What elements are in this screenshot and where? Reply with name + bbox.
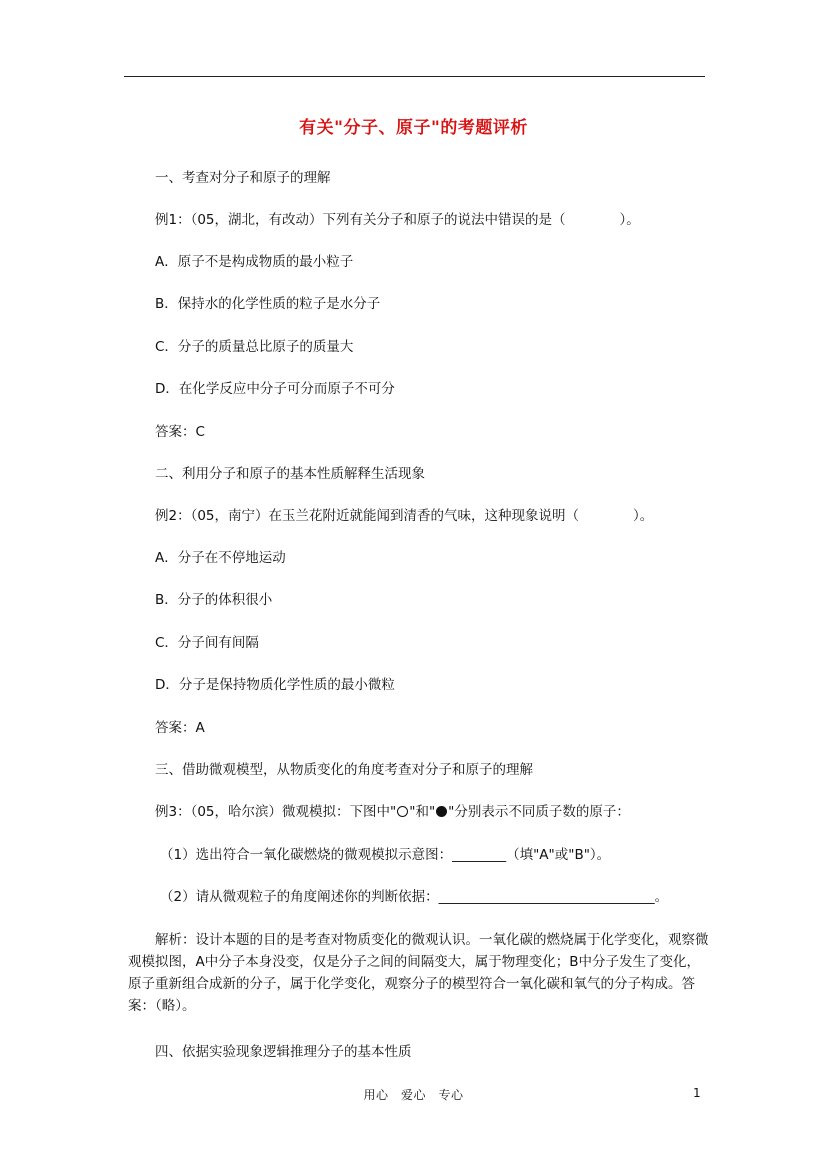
example-1-option-c: C．分子的质量总比原子的质量大 <box>155 339 354 355</box>
section-2-heading: 二、利用分子和原子的基本性质解释生活现象 <box>155 466 425 482</box>
filled-circle-icon <box>436 806 447 817</box>
example-2-option-d: D．分子是保持物质化学性质的最小微粒 <box>155 677 395 693</box>
example-1-option-d: D．在化学反应中分子可分而原子不可分 <box>155 381 395 397</box>
open-circle-icon <box>397 806 408 817</box>
example-2-option-a: A．分子在不停地运动 <box>155 550 286 566</box>
example-3-text-end: "分别表示不同质子数的原子： <box>448 804 630 820</box>
analysis-paragraph: 解析：设计本题的目的是考查对物质变化的微观认识。一氧化碳的燃烧属于化学变化，观察微观模拟图，A中分子本身没变，仅是分子之间的间隔变大，属于物理变化；B中分子发生了变化，原子重新组合成新的分子，属于化学变化，观察分子的模型符合一氧化碳和氧气的分子构成。答案：（略）。 <box>128 932 709 1014</box>
example-1-option-b: B．保持水的化学性质的粒子是水分子 <box>155 296 381 312</box>
example-1-question: 例1：（05，湖北，有改动）下列有关分子和原子的说法中错误的是（ ）。 <box>155 212 640 228</box>
example-2-question: 例2：（05，南宁）在玉兰花附近就能闻到清香的气味，这种现象说明（ ）。 <box>155 508 654 524</box>
example-3-question <box>155 804 630 820</box>
header-rule <box>124 76 705 77</box>
section-4-heading: 四、依据实验现象逻辑推理分子的基本性质 <box>155 1044 412 1060</box>
footer-motto: 用心 爱心 专心 <box>363 1088 464 1102</box>
section-1-heading: 一、考查对分子和原子的理解 <box>155 170 331 186</box>
example-1-option-a: A．原子不是构成物质的最小粒子 <box>155 254 354 270</box>
section-3-heading: 三、借助微观模型，从物质变化的角度考查对分子和原子的理解 <box>155 762 533 778</box>
example-3-text-middle: "和" <box>409 804 436 820</box>
example-2-option-b: B．分子的体积很小 <box>155 592 273 608</box>
example-2-answer: 答案：A <box>155 720 205 736</box>
question-2: （2）请从微观粒子的角度阐述你的判断依据：________________________________。 <box>160 889 669 905</box>
page-number: 1 <box>693 1086 701 1100</box>
example-2-option-c: C．分子间有间隔 <box>155 635 259 651</box>
example-3-text-start: 例3：（05，哈尔滨）微观模拟：下图中" <box>155 804 397 820</box>
document-title: 有关"分子、原子"的考题评析 <box>299 118 528 138</box>
question-1: （1）选出符合一氧化碳燃烧的微观模拟示意图：________（填"A"或"B"）。 <box>160 847 611 863</box>
example-1-answer: 答案：C <box>155 424 205 440</box>
